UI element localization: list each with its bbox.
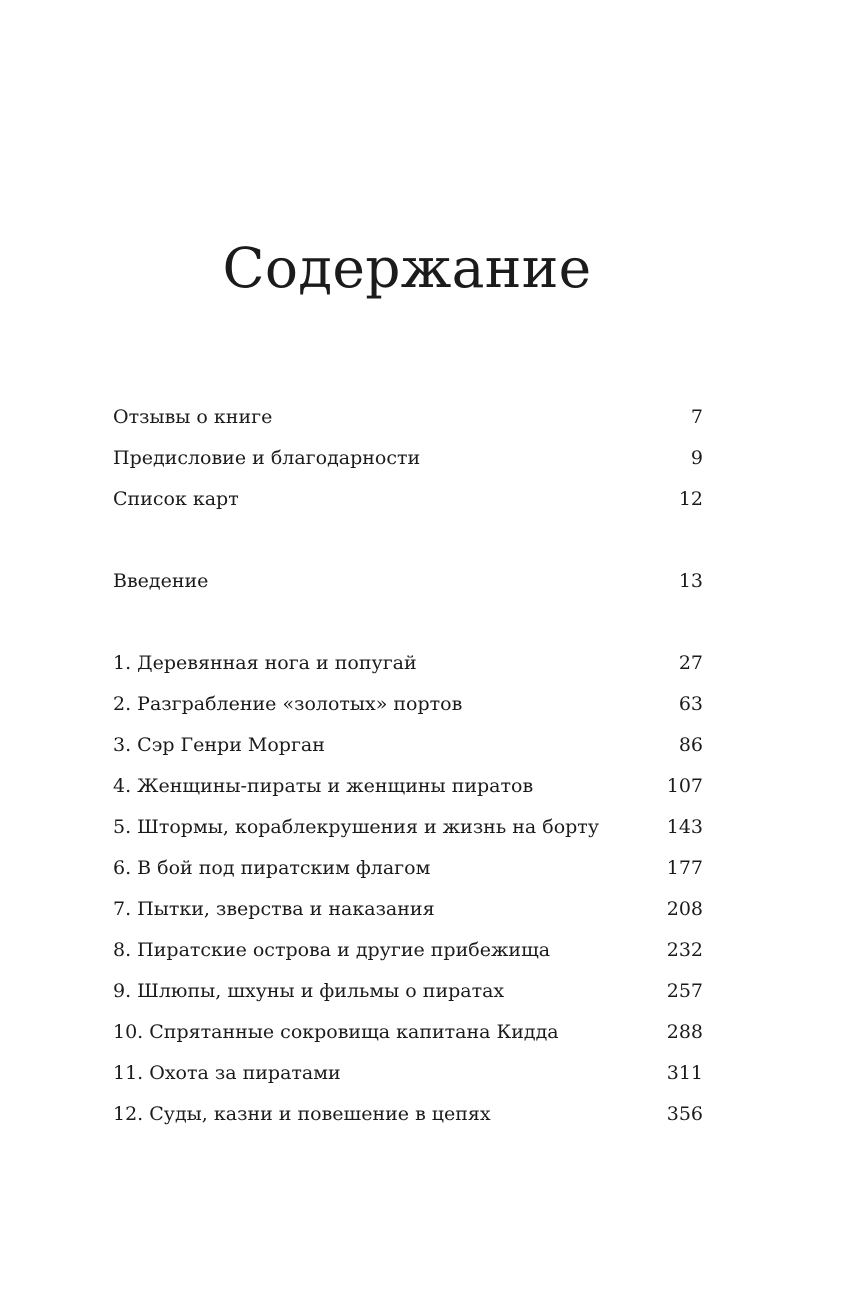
toc-entry-chapter-1[interactable]: [113, 648, 703, 678]
toc-entry-page: 27: [678, 652, 703, 674]
toc-entry-label: 8. Пиратские острова и другие прибежища: [113, 939, 551, 961]
toc-entry-page: 356: [666, 1103, 703, 1125]
toc-entry-page: 86: [678, 734, 703, 756]
toc-entry-page: 288: [666, 1021, 703, 1043]
toc-entry-label: 9. Шлюпы, шхуны и фильмы о пиратах: [113, 980, 505, 1002]
toc-entry-label: 5. Штормы, кораблекрушения и жизнь на борту: [113, 816, 599, 838]
toc-entry-chapter-8[interactable]: [113, 935, 703, 965]
toc-entry-chapter-9[interactable]: [113, 976, 703, 1006]
toc-entry-label: 3. Сэр Генри Морган: [113, 734, 325, 756]
toc-entry-page: 107: [666, 775, 703, 797]
toc-entry-preface[interactable]: [113, 443, 703, 473]
toc-entry-page: 143: [666, 816, 703, 838]
toc-entry-label: 6. В бой под пиратским флагом: [113, 857, 431, 879]
toc-entry-page: 257: [666, 980, 703, 1002]
toc-entry-label: 10. Спрятанные сокровища капитана Кидда: [113, 1021, 559, 1043]
toc-entry-label: Введение: [113, 570, 209, 592]
toc-entry-label: 2. Разграбление «золотых» портов: [113, 693, 463, 715]
toc-entry-label: Предисловие и благодарности: [113, 447, 421, 469]
toc-entry-chapter-6[interactable]: [113, 853, 703, 883]
toc-entry-page: 13: [678, 570, 703, 592]
toc-entry-page: 232: [666, 939, 703, 961]
toc-entry-page: 9: [690, 447, 703, 469]
toc-entry-label: 1. Деревянная нога и попугай: [113, 652, 417, 674]
toc-entry-label: Отзывы о книге: [113, 406, 273, 428]
toc-entry-chapter-2[interactable]: [113, 689, 703, 719]
toc-entry-reviews[interactable]: [113, 402, 703, 432]
toc-entry-chapter-11[interactable]: [113, 1058, 703, 1088]
toc-entry-label: 12. Суды, казни и повешение в цепях: [113, 1103, 491, 1125]
toc-entry-page: 208: [666, 898, 703, 920]
toc-entry-label: 11. Охота за пиратами: [113, 1062, 341, 1084]
toc-entry-page: 311: [666, 1062, 703, 1084]
toc-entry-maps[interactable]: [113, 484, 703, 514]
toc-entry-chapter-12[interactable]: [113, 1099, 703, 1129]
toc-entry-chapter-10[interactable]: [113, 1017, 703, 1047]
toc-entry-page: 63: [678, 693, 703, 715]
toc-entry-chapter-3[interactable]: [113, 730, 703, 760]
toc-entry-label: 4. Женщины-пираты и женщины пиратов: [113, 775, 534, 797]
toc-entry-chapter-7[interactable]: [113, 894, 703, 924]
toc-entry-label: 7. Пытки, зверства и наказания: [113, 898, 435, 920]
toc-entry-chapter-5[interactable]: [113, 812, 703, 842]
toc-entry-page: 7: [690, 406, 703, 428]
toc-entry-page: 177: [666, 857, 703, 879]
toc-entry-page: 12: [678, 488, 703, 510]
page-title: Содержание: [222, 236, 592, 300]
toc-entry-label: Список карт: [113, 488, 239, 510]
toc-entry-introduction[interactable]: [113, 566, 703, 596]
toc-entry-chapter-4[interactable]: [113, 771, 703, 801]
